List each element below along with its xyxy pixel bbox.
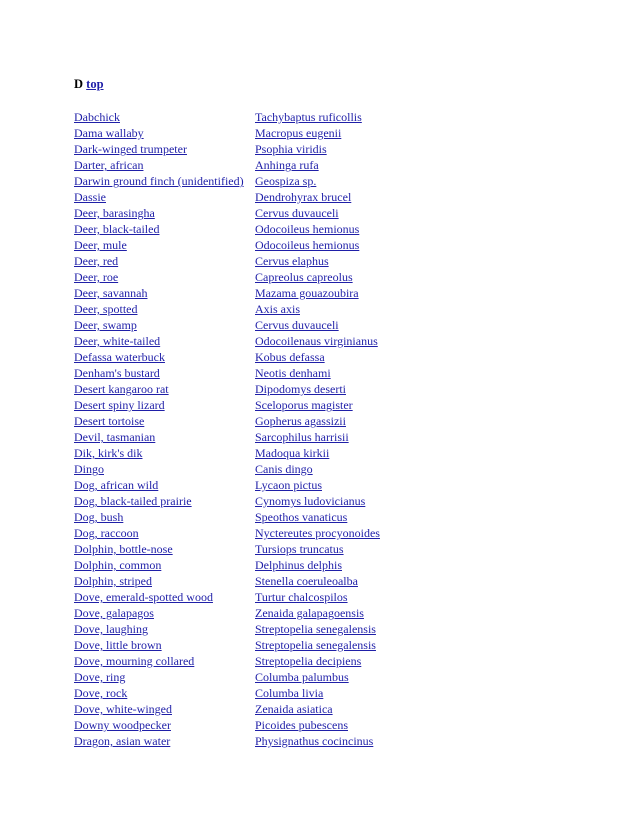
scientific-name-cell	[255, 589, 614, 605]
scientific-name-cell	[255, 109, 614, 125]
scientific-name-link[interactable]: Streptopelia senegalensis	[255, 638, 376, 652]
scientific-name-link[interactable]: Dendrohyrax brucel	[255, 190, 352, 204]
list-item	[74, 701, 614, 717]
scientific-name-link[interactable]: Gopherus agassizii	[255, 414, 346, 428]
list-item	[74, 429, 614, 445]
common-name-link[interactable]: Denham's bustard	[74, 366, 160, 380]
list-item	[74, 589, 614, 605]
common-name-cell	[74, 237, 255, 253]
common-name-link[interactable]: Deer, swamp	[74, 318, 137, 332]
common-name-cell	[74, 365, 255, 381]
scientific-name-cell	[255, 733, 614, 749]
scientific-name-cell	[255, 429, 614, 445]
common-name-link[interactable]: Deer, mule	[74, 238, 127, 252]
top-link[interactable]: top	[86, 77, 104, 91]
common-name-cell	[74, 477, 255, 493]
common-name-link[interactable]: Dove, galapagos	[74, 606, 154, 620]
animal-list	[74, 109, 614, 749]
scientific-name-cell	[255, 173, 614, 189]
list-item	[74, 733, 614, 749]
scientific-name-link[interactable]: Columba livia	[255, 686, 324, 700]
common-name-link[interactable]: Dark-winged trumpeter	[74, 142, 187, 156]
scientific-name-cell	[255, 653, 614, 669]
common-name-cell	[74, 333, 255, 349]
list-item	[74, 493, 614, 509]
common-name-link[interactable]: Desert kangaroo rat	[74, 382, 169, 396]
scientific-name-link[interactable]: Lycaon pictus	[255, 478, 322, 492]
scientific-name-link[interactable]: Delphinus delphis	[255, 558, 342, 572]
scientific-name-cell	[255, 381, 614, 397]
common-name-cell	[74, 541, 255, 557]
scientific-name-link[interactable]: Kobus defassa	[255, 350, 325, 364]
common-name-cell	[74, 221, 255, 237]
common-name-cell	[74, 621, 255, 637]
common-name-cell	[74, 685, 255, 701]
list-item	[74, 253, 614, 269]
list-item	[74, 557, 614, 573]
scientific-name-link[interactable]: Canis dingo	[255, 462, 313, 476]
common-name-cell	[74, 653, 255, 669]
common-name-cell	[74, 509, 255, 525]
scientific-name-cell	[255, 317, 614, 333]
scientific-name-cell	[255, 493, 614, 509]
list-item	[74, 141, 614, 157]
scientific-name-link[interactable]: Psophia viridis	[255, 142, 327, 156]
list-item	[74, 365, 614, 381]
common-name-cell	[74, 461, 255, 477]
scientific-name-cell	[255, 669, 614, 685]
common-name-cell	[74, 733, 255, 749]
common-name-link[interactable]: Dove, laughing	[74, 622, 148, 636]
list-item	[74, 189, 614, 205]
scientific-name-cell	[255, 301, 614, 317]
scientific-name-link[interactable]: Odocoilenaus virginianus	[255, 334, 378, 348]
common-name-link[interactable]: Defassa waterbuck	[74, 350, 165, 364]
scientific-name-link[interactable]: Speothos vanaticus	[255, 510, 348, 524]
common-name-link[interactable]: Deer, barasingha	[74, 206, 155, 220]
scientific-name-cell	[255, 253, 614, 269]
scientific-name-cell	[255, 621, 614, 637]
common-name-link[interactable]: Dragon, asian water	[74, 734, 171, 748]
scientific-name-link[interactable]: Cervus duvauceli	[255, 206, 339, 220]
list-item	[74, 397, 614, 413]
scientific-name-link[interactable]: Odocoileus hemionus	[255, 238, 360, 252]
common-name-link[interactable]: Dove, white-winged	[74, 702, 172, 716]
common-name-link[interactable]: Dama wallaby	[74, 126, 144, 140]
scientific-name-link[interactable]: Tachybaptus ruficollis	[255, 110, 362, 124]
common-name-cell	[74, 493, 255, 509]
scientific-name-link[interactable]: Physignathus cocincinus	[255, 734, 374, 748]
common-name-link[interactable]: Dabchick	[74, 110, 120, 124]
scientific-name-cell	[255, 605, 614, 621]
common-name-cell	[74, 253, 255, 269]
common-name-link[interactable]: Deer, white-tailed	[74, 334, 161, 348]
common-name-cell	[74, 125, 255, 141]
scientific-name-cell	[255, 461, 614, 477]
common-name-cell	[74, 269, 255, 285]
list-item	[74, 541, 614, 557]
common-name-cell	[74, 557, 255, 573]
common-name-link[interactable]: Dassie	[74, 190, 106, 204]
list-item	[74, 333, 614, 349]
scientific-name-cell	[255, 285, 614, 301]
scientific-name-link[interactable]: Madoqua kirkii	[255, 446, 330, 460]
common-name-link[interactable]: Dove, little brown	[74, 638, 162, 652]
list-item	[74, 669, 614, 685]
scientific-name-link[interactable]: Streptopelia decipiens	[255, 654, 362, 668]
list-item	[74, 461, 614, 477]
list-item	[74, 525, 614, 541]
list-item	[74, 621, 614, 637]
common-name-cell	[74, 157, 255, 173]
list-item	[74, 285, 614, 301]
scientific-name-cell	[255, 237, 614, 253]
common-name-cell	[74, 717, 255, 733]
common-name-link[interactable]: Dove, ring	[74, 670, 126, 684]
list-item	[74, 445, 614, 461]
list-item	[74, 717, 614, 733]
scientific-name-cell	[255, 525, 614, 541]
list-item	[74, 157, 614, 173]
common-name-link[interactable]: Dolphin, common	[74, 558, 162, 572]
common-name-link[interactable]: Devil, tasmanian	[74, 430, 156, 444]
scientific-name-cell	[255, 205, 614, 221]
common-name-cell	[74, 381, 255, 397]
scientific-name-cell	[255, 557, 614, 573]
list-item	[74, 653, 614, 669]
scientific-name-cell	[255, 477, 614, 493]
list-item	[74, 685, 614, 701]
list-item	[74, 509, 614, 525]
common-name-cell	[74, 669, 255, 685]
list-item	[74, 109, 614, 125]
common-name-link[interactable]: Dog, black-tailed prairie	[74, 494, 192, 508]
scientific-name-link[interactable]: Geospiza sp.	[255, 174, 317, 188]
common-name-link[interactable]: Dog, bush	[74, 510, 124, 524]
glossary-section	[74, 76, 614, 748]
scientific-name-link[interactable]: Mazama gouazoubira	[255, 286, 359, 300]
common-name-cell	[74, 445, 255, 461]
common-name-link[interactable]: Deer, roe	[74, 270, 119, 284]
scientific-name-link[interactable]: Cynomys ludovicianus	[255, 494, 366, 508]
scientific-name-cell	[255, 509, 614, 525]
scientific-name-cell	[255, 157, 614, 173]
scientific-name-link[interactable]: Zenaida asiatica	[255, 702, 333, 716]
scientific-name-link[interactable]: Cervus duvauceli	[255, 318, 339, 332]
common-name-cell	[74, 573, 255, 589]
common-name-link[interactable]: Dove, mourning collared	[74, 654, 195, 668]
common-name-link[interactable]: Dolphin, striped	[74, 574, 152, 588]
common-name-cell	[74, 205, 255, 221]
common-name-cell	[74, 109, 255, 125]
common-name-cell	[74, 701, 255, 717]
scientific-name-link[interactable]: Picoides pubescens	[255, 718, 348, 732]
list-item	[74, 317, 614, 333]
common-name-cell	[74, 525, 255, 541]
common-name-link[interactable]: Deer, spotted	[74, 302, 138, 316]
scientific-name-link[interactable]: Cervus elaphus	[255, 254, 329, 268]
scientific-name-cell	[255, 397, 614, 413]
common-name-cell	[74, 605, 255, 621]
scientific-name-link[interactable]: Zenaida galapagoensis	[255, 606, 364, 620]
scientific-name-cell	[255, 269, 614, 285]
scientific-name-cell	[255, 349, 614, 365]
common-name-cell	[74, 589, 255, 605]
common-name-cell	[74, 301, 255, 317]
list-item	[74, 221, 614, 237]
scientific-name-cell	[255, 189, 614, 205]
section-heading	[74, 76, 614, 92]
common-name-link[interactable]: Dove, rock	[74, 686, 128, 700]
scientific-name-cell	[255, 365, 614, 381]
common-name-link[interactable]: Dog, raccoon	[74, 526, 139, 540]
common-name-cell	[74, 173, 255, 189]
scientific-name-cell	[255, 637, 614, 653]
scientific-name-cell	[255, 125, 614, 141]
list-item	[74, 301, 614, 317]
list-item	[74, 477, 614, 493]
common-name-link[interactable]: Deer, black-tailed	[74, 222, 160, 236]
common-name-link[interactable]: Desert tortoise	[74, 414, 145, 428]
scientific-name-cell	[255, 685, 614, 701]
common-name-link[interactable]: Deer, savannah	[74, 286, 148, 300]
common-name-cell	[74, 349, 255, 365]
list-item	[74, 205, 614, 221]
common-name-link[interactable]: Dove, emerald-spotted wood	[74, 590, 213, 604]
scientific-name-cell	[255, 413, 614, 429]
common-name-cell	[74, 285, 255, 301]
scientific-name-cell	[255, 717, 614, 733]
scientific-name-cell	[255, 541, 614, 557]
common-name-cell	[74, 189, 255, 205]
scientific-name-link[interactable]: Macropus eugenii	[255, 126, 342, 140]
list-item	[74, 269, 614, 285]
scientific-name-link[interactable]: Turtur chalcospilos	[255, 590, 348, 604]
list-item	[74, 173, 614, 189]
scientific-name-link[interactable]: Sarcophilus harrisii	[255, 430, 349, 444]
scientific-name-link[interactable]: Sceloporus magister	[255, 398, 353, 412]
list-item	[74, 125, 614, 141]
common-name-link[interactable]: Deer, red	[74, 254, 119, 268]
scientific-name-cell	[255, 445, 614, 461]
common-name-link[interactable]: Darter, african	[74, 158, 144, 172]
list-item	[74, 413, 614, 429]
scientific-name-link[interactable]: Tursiops truncatus	[255, 542, 344, 556]
common-name-link[interactable]: Darwin ground finch (unidentified)	[74, 174, 244, 188]
common-name-link[interactable]: Downy woodpecker	[74, 718, 171, 732]
scientific-name-cell	[255, 221, 614, 237]
common-name-link[interactable]: Dingo	[74, 462, 104, 476]
list-item	[74, 237, 614, 253]
common-name-cell	[74, 637, 255, 653]
common-name-cell	[74, 317, 255, 333]
scientific-name-link[interactable]: Nyctereutes procyonoides	[255, 526, 380, 540]
common-name-cell	[74, 429, 255, 445]
common-name-link[interactable]: Dolphin, bottle-nose	[74, 542, 173, 556]
common-name-cell	[74, 141, 255, 157]
scientific-name-link[interactable]: Stenella coeruleoalba	[255, 574, 358, 588]
common-name-cell	[74, 397, 255, 413]
scientific-name-link[interactable]: Anhinga rufa	[255, 158, 319, 172]
scientific-name-link[interactable]: Axis axis	[255, 302, 300, 316]
scientific-name-link[interactable]: Capreolus capreolus	[255, 270, 353, 284]
section-letter: D	[74, 77, 84, 91]
common-name-link[interactable]: Dik, kirk's dik	[74, 446, 143, 460]
list-item	[74, 605, 614, 621]
list-item	[74, 573, 614, 589]
list-item	[74, 349, 614, 365]
scientific-name-link[interactable]: Odocoileus hemionus	[255, 222, 360, 236]
scientific-name-link[interactable]: Neotis denhami	[255, 366, 331, 380]
scientific-name-link[interactable]: Dipodomys deserti	[255, 382, 346, 396]
scientific-name-cell	[255, 141, 614, 157]
list-item	[74, 381, 614, 397]
common-name-link[interactable]: Desert spiny lizard	[74, 398, 165, 412]
scientific-name-cell	[255, 573, 614, 589]
common-name-cell	[74, 413, 255, 429]
scientific-name-cell	[255, 701, 614, 717]
list-item	[74, 637, 614, 653]
common-name-link[interactable]: Dog, african wild	[74, 478, 159, 492]
scientific-name-link[interactable]: Columba palumbus	[255, 670, 349, 684]
scientific-name-cell	[255, 333, 614, 349]
scientific-name-link[interactable]: Streptopelia senegalensis	[255, 622, 376, 636]
